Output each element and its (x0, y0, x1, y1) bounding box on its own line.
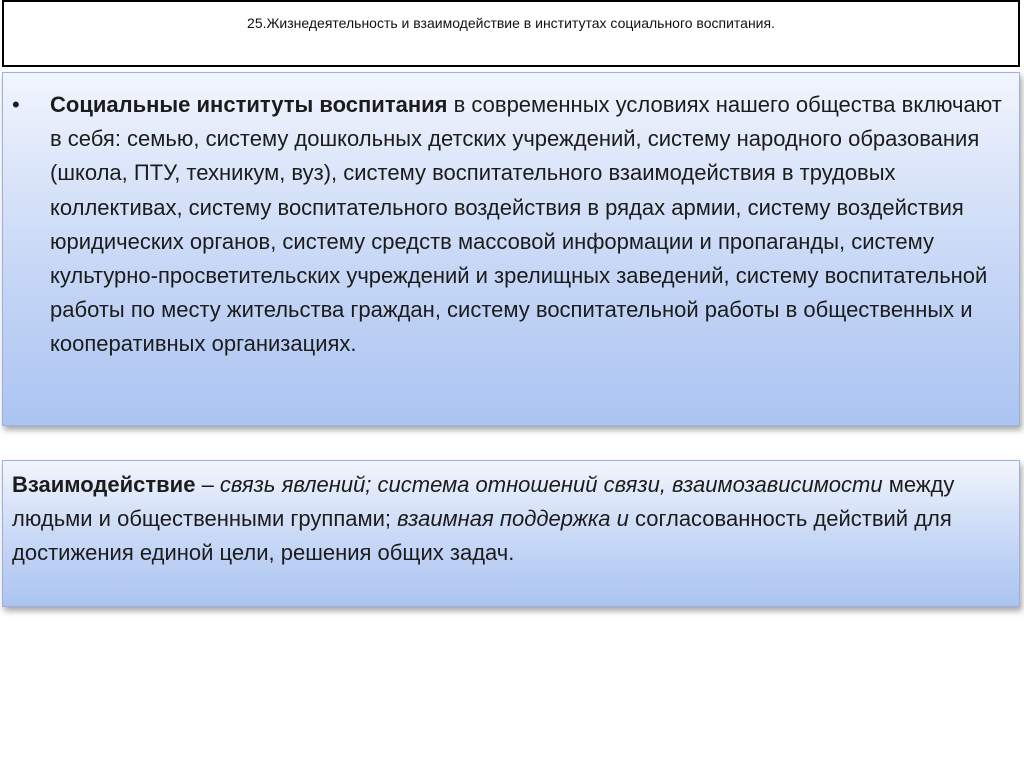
institutions-panel (2, 72, 1020, 426)
interaction-italic-2: взаимная поддержка и (397, 506, 629, 532)
institutions-text: в современных условиях нашего общества включают в себя: семью, систему дошкольных детских учреждений, систему народного образования (школа, ПТУ, техникум, вуз), систему воспитательного взаимодействия в трудовых коллективах, систему воспитательного воздействия в рядах армии, систему воздействия юридических органов, систему средств массовой информации и пропаганды, систему культурно-просветительских учреждений и зрелищных заведений, систему воспитательной работы по месту жительства граждан, систему воспитательной работы в общественных и кооперативных организациях. (50, 92, 1002, 357)
interaction-paragraph (12, 468, 1012, 571)
title-box (2, 0, 1020, 67)
institutions-term: Социальные институты воспитания (50, 92, 448, 117)
interaction-text-2: согласованность действий для достижения единой цели, решения общих задач. (12, 506, 952, 566)
interaction-dash: – (195, 472, 220, 497)
slide-title: 25.Жизнедеятельность и взаимодействие в институтах социального воспитания. (247, 15, 775, 31)
bullet-marker: • (12, 92, 20, 117)
interaction-definition-panel (2, 460, 1020, 607)
interaction-term: Взаимодействие (12, 472, 196, 497)
interaction-text-1: между людьми и общественными группами; (12, 472, 955, 532)
interaction-italic-1: связь явлений; система отношений связи, взаимозависимости (219, 472, 883, 497)
institutions-paragraph (50, 88, 1016, 362)
